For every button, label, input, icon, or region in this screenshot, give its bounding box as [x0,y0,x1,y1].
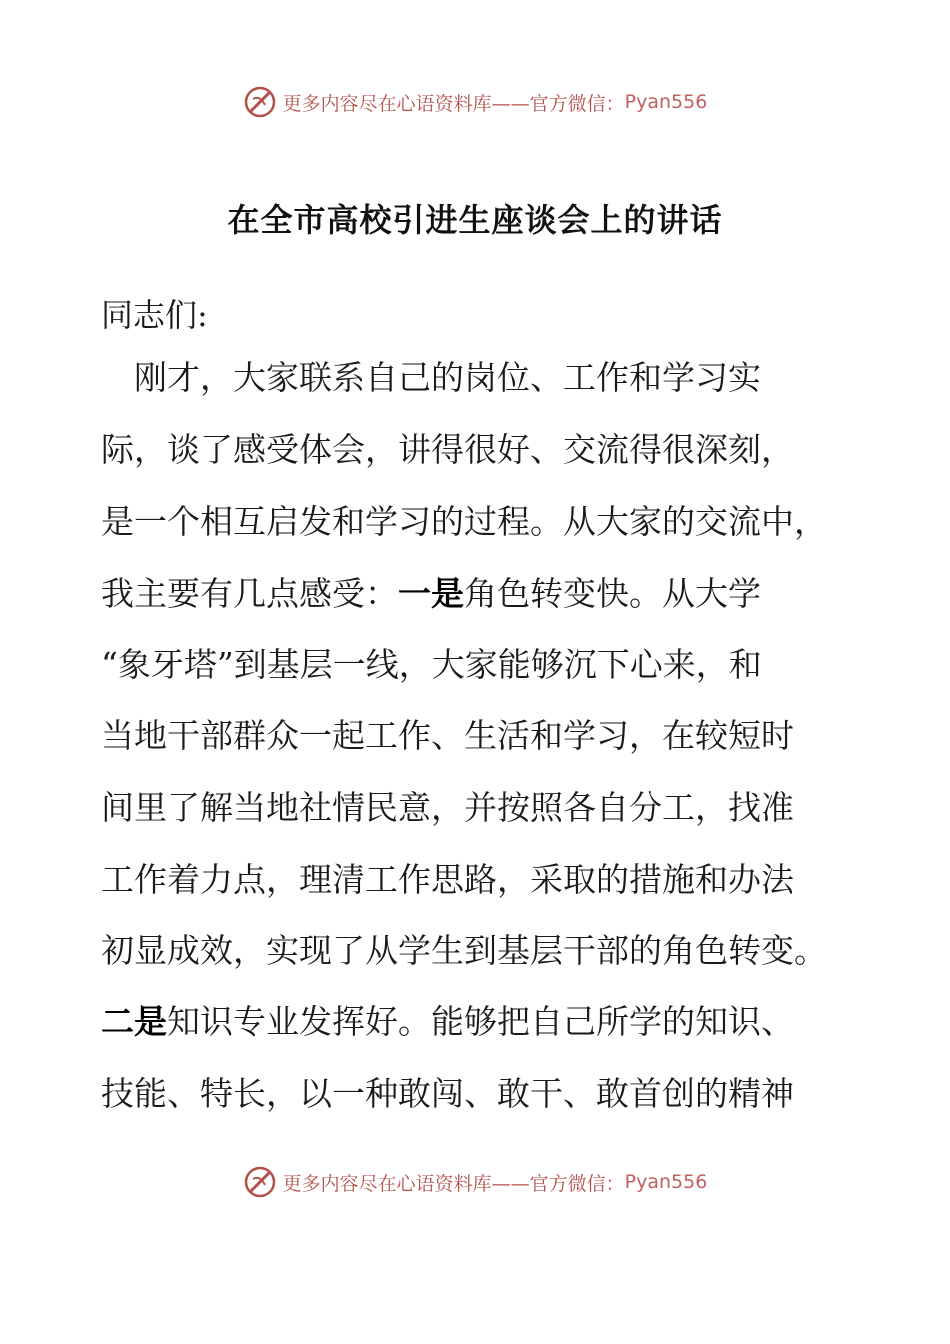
body-text: 知识专业发挥好。能够把自己所学的知识、 [167,1002,794,1041]
header-banner [0,82,950,122]
keyword-second: 二是 [101,1002,167,1041]
pen-logo-icon [243,1165,277,1199]
body-line-with-keyword [101,1002,861,1042]
body-line: 间里了解当地社情民意，并按照各自分工，找准 [101,788,794,827]
body-line-with-keyword [101,574,861,614]
body-line: 工作着力点，理清工作思路，采取的措施和办法 [101,860,794,899]
banner-wechat-id: Pyan556 [624,1171,708,1193]
keyword-first: 一是 [398,574,464,613]
salutation: 同志们: [101,296,208,334]
body-line: 当地干部群众一起工作、生活和学习，在较短时 [101,716,794,755]
pen-logo-icon [243,85,277,119]
page-title: 在全市高校引进生座谈会上的讲话 [227,201,723,239]
body-line: “象牙塔”到基层一线，大家能够沉下心来，和 [101,645,762,684]
banner-text: 更多内容尽在心语资料库——官方微信： [282,92,625,115]
body-line: 初显成效，实现了从学生到基层干部的角色转变。 [101,931,827,970]
body-line: 刚才，大家联系自己的岗位、工作和学习实 [101,358,761,397]
footer-banner [0,1162,950,1202]
body-line: 际，谈了感受体会，讲得很好、交流得很深刻， [101,430,794,469]
body-line: 是一个相互启发和学习的过程。从大家的交流中， [101,502,827,541]
body-text: 角色转变快。从大学 [464,574,761,613]
banner-wechat-id: Pyan556 [624,91,708,113]
banner-text: 更多内容尽在心语资料库——官方微信： [282,1172,625,1195]
body-text: 我主要有几点感受： [101,574,398,613]
body-line: 技能、特长，以一种敢闯、敢干、敢首创的精神 [101,1074,794,1113]
